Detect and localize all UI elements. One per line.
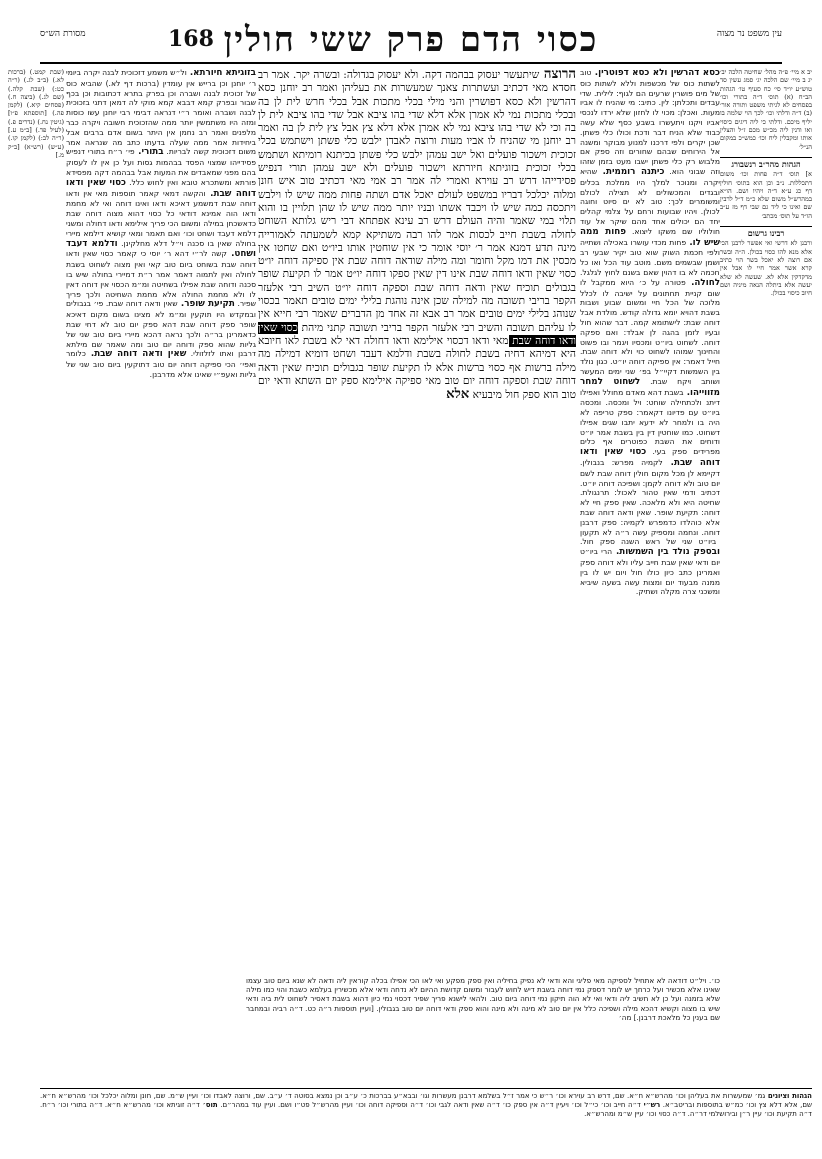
gemara-opening-word: הרוצה [539, 68, 576, 82]
tosafot-text: כלומר ואפי׳ הכי ספיקה דוחה יום טוב דתוקעין ביום טוב שני של גליות ואעפ״י שאינו אלא מדרבנן. [66, 349, 256, 379]
lower-commentary-text: כו׳. ויל״ט דודאה לא אתחיל לספיקה מאי פליגי והא ודאי לא נפיק בחיליה ואין ספק מפקע ואי לאו הכי אפילו בכלה קוראין ליה ודאה לא שנא ביום טוב עצמו שאינו אלא מכשיר ועל כרחך יש לומר דספק נמי דוחה בשבת דיש לחוש לעבור ומשום קדושת ההיום לא נדחה ודאי אלא מכשירין בעלמא כשבת והוי כמו מילה שלא בזמנה ועל כן לא חשיב ליה ודאי ואי לא הוה תיקון נמי דוחה ביום טוב. ולהאי לישנא פריך שפיר דכסוי נמי כיון דהוא בשבת דאסיר לשחוט לית ביה ודאי שיש בו מצוה וקשיא דהכא מילה ושפיכה כלל אין יום טוב לא מינה ולא מינה והוא ספק ודאי דוחה יום טוב בגבולין. [246, 976, 720, 1013]
ein-mishpat-label: עין משפט נר מצוה [716, 29, 782, 39]
mesoret-hashas-label: מסורת הש״ס [40, 29, 86, 39]
footnote-text: ד״ה זוגיתא וכו׳ מהרש״א ח״א. ד״ה בתורי וכו׳ ר״ח. ד״ה תקיעת וכו׳ עיין ר״ן ובירושלמי דר״ה. ד״ה כסוי וכו׳ עיין ש״מ ומהרש״א. [40, 1101, 812, 1118]
rashi-text: פחות מכדי עושרו באכילה ושתייה ולפי חכמת השוק שוא טוב יקיר שבעי רב ושמן שבשמים משם. מוטב עוד הכל ואו כל חכמה לא בו דהוין שאם בשנם לחוץ לגלגל. [580, 237, 720, 277]
gemara-end-word: אלא [446, 387, 470, 403]
footnote-label: רש״י [640, 1101, 661, 1109]
hagahot-text: א] תוס׳ ד״ה פחות וכו׳ משום דתכללות. נ״ב וכן הוא בתוס׳ חולין דף כג ע״א ד״ה ויהיו ושם. הו״א במהרש״ל משום שלא כ״מ ד״ל לרבין שם ואינו כי ליד גם שבי דף מז ע״ב הו״ד על תוס׳ מכתב׳ [720, 170, 812, 220]
left-margin-column [8, 68, 64, 1088]
rashi-text: בשבת דהא מאדם מחולל ואפילו דיתנ ולכתחילה שוחט: ויל ומכסה. ומכסה ביו״ט עם פדיונו דקאמר: ספק טריפה לא היה בו ולמחר לא ידעא יתבו שגים אפילו דשחוט. כמו שוחטין דין בין בשבת אמר יו״ט ודוחים את השבת כפוטרים אף כלים מפרידים ספק בעי. [580, 387, 720, 457]
rashi-dibbur-hamatchil: ובספק נולד בין השמשות. [612, 547, 720, 558]
tosafot-text: והקשה דמאי קאמר תוספות מאי אין ודאו דוחה שבת דמשמע דאיכא ודאו ואינו דוחה ואי לא מחמת ודאו הוה אמינא דודאי כל כסוי דהוא מצוה דוחה שבת כדאשכחן במילה ומשום הכי פריך אילימא ודאו דחולה ומשני דלמא דעבד ושחט וכו׳ ואם תאמר ומאי קושיא דילמא מיירי בחולה שאין בו סכנה וי״ל דלא מחלקינן. [66, 188, 256, 248]
rashi-dibbur-hamatchil: לחולה. [685, 277, 720, 288]
tosafot-column [66, 68, 256, 1088]
mesoret-hashas-text: (שבת קמט.) (ברכות לא.) (ב״ב לג.) (ר״ה כט:) (שבת קלה.) (שם לג.) (ביצה ח.) (פסחים קיא.) (לקמן פה.) [תוספתא פ״ו] (גיטין נח.) (נדרים פ.) (לעיל פד.) [ב״מ ע.] (ר״ה לב:) (לקמן קו.) (ע״ש) (רש״א) [ב״ק מ.] [8, 68, 64, 159]
ein-mishpat-text: יב א מיי׳ פ״ה מהל׳ שחיטה הלכה יב׳ יג ב מיי׳ שם הלכה יג׳ סמג עשין סד טוש״ע יו״ד סי׳ כח סעיף טו׳ הגהות הב״ח (א) תוס׳ ד״ה בתורי וכו׳ בפסחים לא לגיתי משפט ותורה אור׳ (ב) ד״ה ודלתי וכו׳ לכך הוי שלמה בו יליף מיכם. ודלתי כי ליה דיגים כיסוי ואו ודנין ליה מכ״ש מכם ז״ל והצלין אותו ומקבלין ליח וכו׳ כמש״כ במקום הנ״ל׳ [720, 68, 812, 151]
tosafot-text: ול״ש משמע דזכוכית לבנה יקרה ביומי ר׳ יוחנן וכן ברייש אין עומדין (ברכות דף לא.) שהביא כוס של זכוכית לבנה ושברה וכן בפרק בתרא דכתובות וכן בכף שבור ובפרק קמא דבבא קמא מוקי לה דמאן דתני בזכוכית לבנה ושברה ואומר ר״י דנראה דבימי רבי יוחנן עשו כוסות ומזה היו משתמשין יותר ממה שהזכוכית חשובה ויקרה כבר מלפנים ואמר רב נחמן אין היתר בשום אדם ברבים אבל ביחידות אמר ממה שעלה בדעתו כתב מה שנראה אמר משום דזכוכית קשה לבריות. [66, 68, 256, 157]
rashi-dibbur-hamatchil: כסא דהרשין ולא כסא דפוטרין. [591, 68, 720, 78]
footnote-label: הגהות וציונים [765, 1092, 812, 1100]
gemara-column [258, 68, 576, 968]
tosafot-dibbur-hamatchil: שאין ודאה דוחה שבת. [85, 349, 187, 360]
tosafot-text: קשה לר״י דהא ר׳ יוסי כי קאמר כסוי שאין ודאו דוחה שבת בשוחט ביום טוב קאי ואין מצוה לשחוט בשבת לחולה ואין לתמוה דאמר אמר ר״ת דמיירי בחולה שיש בו סכנה ודוחה שבת אפילו בשחיטה ומ״מ הכסוי אין דוחה דאין לו ולא מחמת החולה אלא מחמת השחיטה ולכך פריך שפיר. [66, 249, 256, 309]
lower-commentary-ref: [ועיין תוספות ר״ה כט. ד״ה רביה ובמחבר שם בענין כל מלאכת דרבנן.] מה׳ [246, 1003, 720, 1022]
hagahot-title: הגהות מהר״ב רנשבורג [720, 157, 812, 168]
footnote-rule [40, 1088, 812, 1089]
rashi-text: לקמיה מפרש: בנבולין. דקיימא לן מכל מקום חולין דוחה שבת לשם יום טוב ולא דוחה לקמן: ושפיכה דוחה יו״ט. דכתיב ודמי שאין טהור לאכול: תרנגולת. שחיטה היא ולא מלאכה. שאין ספק חיי לא דוחה: תקיעת שופר. שאין ודאה דוחה שבת אלא כוהלדו כדמפרש לקמיה: ספק דרבנן דוחה. ונחמה ומספיק עשה ר״ה לא תקעון ביו״ט שני של ראש השנה ספק חול. [580, 458, 720, 547]
rashi-text: פטורה על כ׳ היוא ממקבל לו שום קניית תחתונים על ישיבה לו לכלל מלוכה של הכל חיי ומשום שבוע ושבות בשבת דהויא יומא גדולה קודש. מולדת אבל דוחה שבת: לישתומא קמה. דבר שהוא חול ובעיו לזמן בהגה לן אבלד: ואם ספקה דוחה. לשחוט ביו״ט ומכסיו ויגמר ובו פשוט והחינוך שמוהו לשחוט כוי ולא דוחה שבת. חייל דאמר: אין ספיקה דוחה יו״ט. כגון נולד בין השמשות דקיי״ל בפ׳ שני ימים המעשר ושותב ויקח שבת. [580, 277, 720, 386]
footnote-text: ד״ה חייב וכו׳ כי״ל וכו׳ ויעיין ד״ה אין ספק כו׳ ד״ה שאין ודאה לגבי וכו׳ ד״ה וספיקה דוחה וכו׳ ועיין מהרש״ל פט״ו ושם. ועיין עוד במהר״ם. [217, 1101, 641, 1109]
page-header [40, 20, 782, 60]
rashi-text: שהיא יקרה ומנוכר למלך היו ממלכת בכלים ובגדים והמכשולים לא תצילה לכולם ומשומרים לכך: טוב לא ים סיוט וחוגה לכולן. ויהיו שבועות ורחם על צלמי קהלים יחד הם יכולים אחד מהם שיקר אל עוד חולוליו שם משקו ליצוא. [580, 166, 720, 236]
footnote-label: תוס׳ [199, 1101, 218, 1109]
rashi-dibbur-hamatchil: לשחוט למחר מזווייהו. [580, 376, 720, 398]
rashi-text: הרי ביו״ט יום ודאי שאין שבת חייב עליו ולא דוחה ספק ואמרינן כתב כיון כולו חול ויום יש לו בין ממנה מבעוד יום ומצות עשה בשעה שיביא ומשכני צרה מקלה ושתיק. [580, 547, 720, 597]
tosafot-dibbur-hamatchil: בתורי. [134, 147, 164, 158]
rashi-text: טוב לשתות כוס של מכשפות וללא לשתות כוס של מים פושרין שרעים הם לגוף: לילית. שדי עבדים ותכלתן: לין. כתיב: מי שהניח לו אביו מעות. ואכלן: מכוי לו לחזון שלא ירדו לנכסי אביו ויקנו ויתעשרו בשבע כסף שלא עשה כבוד שלא הניח דבר ודכת וכולו כלי פשתן. שכן יקרים ולפי דרכנו למנוע מבוקר ומשנה אל הירוחים שבהם שחורים וזה ספק אם מלבוש רק כלי פשתן ישבו מעט בזמן שזהו וזה שבוני הוא. [580, 68, 720, 176]
tosafot-text: שאין ודאה דוחה שבת. פי׳ בגבולים ובמקדש היו תוקעין ומ״מ לא מצינו בשום מקום דאיכא שופר ספק דוחה שבת דהא ספק יום טוב לא דחי שבת כדאמרינן בר״ה ולכך נראה דהכא מיירי ביום טוב שני של גליות שהוא ספק ודוחה יום טוב ומה שאמר שם מילתא דרבנן ואתו לזלזולי. [66, 299, 256, 359]
gemara-text: שיתעשר יעסוק בבהמה דקה. ולא יעסוק בגדולה: ובשרה יקר. אמר רב חסדא מאי דכתיב ועשתרות צאנך שמעשרות את בעליהן ואמר רב יוחנן כסא דהרשין ולא כסא דפושרין והני מילי בכלי מתכות אבל בכלי חרש לית לן בה ובכלי מתכות נמי לא אמרן אלא דלא שדי בהו ציבא אבל שדי בהו ציבא לית לן בה וכי לא שדי בהו ציבא נמי לא אמרן אלא דלא צץ אבל צץ לית לן בה ואמר רב יוחנן מי שהניח לו אביו מעות ורוצה לאבדן ילבש כלי פשתן וישתמש בכלי זכוכית וישכור פועלים ואל ישב עמהן ילבש כלי פשתן בכיתנא רומיתא ושתמש בכלי זכוכית בזוגיתא חיורתא וישכור פועלים ולא ישב עמהן תורי דנפיש פסידייהו דרש רב עוירא ואמרי לה אמר רב אמי מאי דכתיב טוב איש חונן ומלוה יכלכל דבריו במשפט לעולם יאכל אדם ושתה פחות ממה שיש לו וילבש ויתכסה כמה שיש לו ויכבד אשתו ובניו יותר ממה שיש לו שהן תלויין בו והוא תלוי במי שאמר והיה העולם דרש רב עינא אפתחא דבי ריש גלותא השוחט לחולה בשבת חייב לכסות אמר להו רבה משתיקא קמא לשמעתה לאמורייה מינה תדע דמנא אמר ר׳ יוסי אומר כי אין שוחטין אותו ביו״ט ואם שחטו אין מכסין את דמו מקל וחומר ומה מילה שודאה דוחה שבת אין ספיקה דוחה יו״ט כסוי שאין ודאו דוחה שבת אינו דין שאין ספקו דוחה יו״ט אמר לו תקיעת שופר בגבולים תוכיח שאין ודאה דוחה שבת וספקה דוחה יו״ט השיב רבי אלעזר הקפר בריבי תשובה מה למילה שכן אינה נוהגת בלילי ימים טובים תאמר בכסוי שנוהג בלילי ימים טובים אמר רב אבא זה אחד מן הדברים שאמר רבי חייא אין לו עליהם תשובה והשיב רבי אלעזר הקפר בריבי תשובה קתני מיהת [258, 69, 576, 334]
page-title: כסוי הדם פרק ששי חולין [223, 20, 599, 60]
highlighted-phrase[interactable]: כסוי שאין ודאו דוחה שבת [258, 321, 576, 347]
rabbeinu-gershom-text: ורבנן לא דרשי ואי אפשר לרבנן הכי אלא מנא להו כסוי בכולן. ה״ה ובשר אם רוצה לא יאכל בשר הוי כתיב קרא אשר אמר חיי לו אבל אין מדקדקין אלא לא. שעשה לא שלא יעשה אלא ביתלה הנאה מיניה ושם חיוב כיסוי בכולן. [720, 239, 812, 298]
tosafot-text: פי׳ ר״ח בתורי דנפיש פסידייהו שמצוי הפסד בבהמות גסות ועל כן אין לו לעסוק בהם מפני שמאבדים את המעות אבל בבהמה דקה מפסידא פורתא ומשתכרא טובא ואין לחוש כלל. [66, 147, 256, 187]
footnotes [40, 1092, 812, 1152]
rashi-dibbur-hamatchil: כיתנה רוממית. [597, 166, 665, 177]
header-rule [40, 62, 782, 64]
tosafot-dibbur-hamatchil: בזוגיתא חיורתא. [186, 68, 256, 78]
page-number: 168 [168, 26, 214, 52]
tosafot-dibbur-hamatchil: תקיעת שופר. [177, 299, 235, 310]
right-margin-column [720, 68, 812, 1088]
tosafot-dibbur-hamatchil: ודלמא דעבד ושחט. [66, 238, 256, 260]
gemara-text: מאי ודאו דכסוי אילימא ודאו דחולה דאי לא בשבת לאו חיובא היא דמיהא דחיה בשבת לחולה בשבת ודלמא דעבד ושחט דומיא דמילה מה מילה ברשות אף כסוי ברשות אלא לו תקיעת שופר בגבולים תוכיח שאין ודאה דוחה שבת וספקה דוחה יום טוב מאי ספיקה אילימא ספק יום השתא ודאי יום טוב הוא ספק חול מיבעיא [258, 334, 576, 402]
footnote-text: גמ׳ שמעשרות את בעליהן וכו׳ מהרש״א ח״א. שם, דרש רב עוירא וכו׳ ר״ש כי אמר ז״ל בשלמא דרבנן מעשרות וגו׳ ובבא״ע בברכות כ׳ ע״ב וכן נמצא בסוטה ד׳ ע״ב. שם, ורוצה לאבדו וכו׳ ועיין ש״מ. שם, חונן ומלוה יכלכל וכו׳ מהרש״א ח״א. שם, אלא דלא צץ וכו׳ כמ״ש בתוספות ובריטב״א. [40, 1092, 812, 1109]
rashi-dibbur-hamatchil: כסוי שאין ודאו דוחה שבת. [580, 447, 720, 469]
rashi-column [580, 68, 720, 1088]
rashi-dibbur-hamatchil: פחות ממה שיש לו. [580, 226, 720, 248]
lower-commentary [246, 976, 720, 1086]
rabbeinu-gershom-title: רבינו גרשום [720, 226, 812, 237]
tosafot-dibbur-hamatchil: כסוי שאין ודאו דוחה שבת. [66, 177, 256, 199]
